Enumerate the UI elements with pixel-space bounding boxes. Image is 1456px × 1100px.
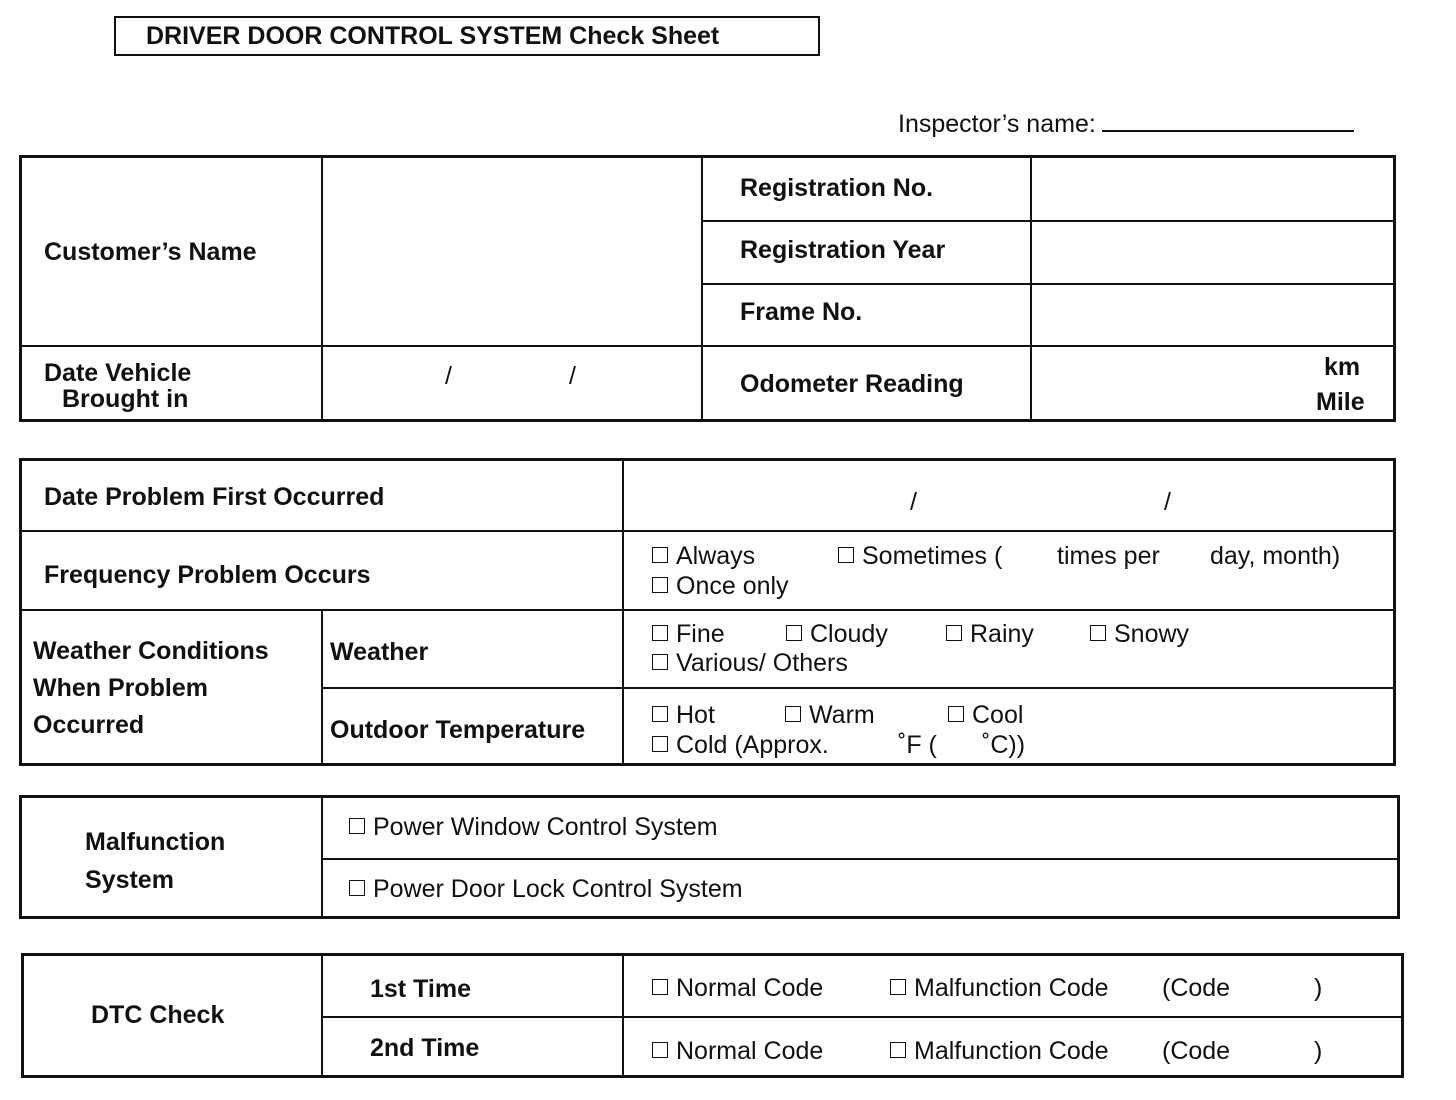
freq-sometimes-option[interactable]	[838, 541, 1002, 571]
power-door-lock-text: Power Door Lock Control System	[373, 875, 743, 903]
weather-various-text: Various/ Others	[676, 649, 848, 677]
weather-conditions-label-1: Weather Conditions	[33, 637, 269, 665]
date-first-slash-2: /	[1164, 488, 1171, 516]
dtc2-normal-code-option[interactable]	[652, 1036, 823, 1066]
temp-warm-checkbox[interactable]	[785, 706, 801, 722]
temp-hot-checkbox[interactable]	[652, 706, 668, 722]
freq-day-month-text: day, month)	[1210, 542, 1341, 570]
power-door-lock-checkbox[interactable]	[349, 880, 365, 896]
dtc-first-time-label: 1st Time	[370, 975, 471, 1003]
dtc-second-time-label: 2nd Time	[370, 1034, 480, 1062]
temp-cool-option[interactable]	[948, 700, 1023, 730]
dtc-check-label: DTC Check	[91, 1001, 225, 1029]
date-first-slash-1: /	[910, 488, 917, 516]
dtc1-code-open: (Code	[1162, 974, 1231, 1002]
weather-rainy-option[interactable]	[946, 619, 1034, 649]
malfunction-system-table	[19, 795, 1400, 919]
weather-rainy-checkbox[interactable]	[946, 625, 962, 641]
weather-rainy-text: Rainy	[970, 620, 1034, 648]
dtc2-code-open: (Code	[1162, 1037, 1231, 1065]
dtc1-code-input[interactable]	[1239, 973, 1309, 1003]
freq-once-only-text: Once only	[676, 572, 789, 600]
weather-conditions-label-2: When Problem	[33, 674, 209, 702]
inspector-name-line[interactable]	[1102, 108, 1354, 132]
freq-always-option[interactable]	[652, 541, 755, 571]
malfunction-label-2: System	[85, 866, 174, 894]
dtc1-malfunction-code-checkbox[interactable]	[890, 979, 906, 995]
dtc1-malfunction-code-option[interactable]	[890, 973, 1109, 1003]
weather-label: Weather	[330, 638, 429, 666]
frame-no-input[interactable]	[1032, 285, 1393, 345]
dtc-check-table	[21, 953, 1404, 1078]
temp-cool-checkbox[interactable]	[948, 706, 964, 722]
date-slash-2: /	[569, 362, 576, 390]
malfunction-label-1: Malfunction	[85, 828, 226, 856]
date-brought-in-input[interactable]	[323, 347, 701, 419]
dtc1-normal-code-checkbox[interactable]	[652, 979, 668, 995]
weather-snowy-option[interactable]	[1090, 619, 1189, 649]
frame-no-label: Frame No.	[740, 298, 863, 326]
power-window-option[interactable]	[349, 812, 718, 842]
registration-no-input[interactable]	[1032, 158, 1393, 220]
weather-cloudy-text: Cloudy	[810, 620, 888, 648]
weather-cloudy-option[interactable]	[786, 619, 888, 649]
registration-year-label: Registration Year	[740, 236, 946, 264]
unit-mile: Mile	[1316, 388, 1365, 416]
dtc2-code-close: )	[1314, 1037, 1323, 1065]
customer-name-input[interactable]	[323, 158, 701, 345]
registration-no-label: Registration No.	[740, 174, 934, 202]
freq-always-checkbox[interactable]	[652, 547, 668, 563]
weather-fine-text: Fine	[676, 620, 725, 648]
problem-info-table	[19, 458, 1396, 766]
date-slash-1: /	[445, 362, 452, 390]
temp-warm-text: Warm	[809, 701, 875, 729]
dtc2-malfunction-code-option[interactable]	[890, 1036, 1109, 1066]
weather-fine-checkbox[interactable]	[652, 625, 668, 641]
temp-warm-option[interactable]	[785, 700, 875, 730]
dtc1-code-close: )	[1314, 974, 1323, 1002]
frequency-label: Frequency Problem Occurs	[44, 561, 371, 589]
freq-times-per-text: times per	[1057, 542, 1160, 570]
temp-hot-option[interactable]	[652, 700, 715, 730]
dtc2-code-input[interactable]	[1239, 1036, 1309, 1066]
temp-celsius-text: ˚C))	[982, 731, 1026, 759]
temp-fahrenheit-text: ˚F (	[898, 731, 937, 759]
freq-sometimes-text: Sometimes (	[862, 542, 1003, 570]
temp-hot-text: Hot	[676, 701, 715, 729]
date-brought-in-label-1: Date Vehicle	[44, 359, 192, 387]
customer-name-label: Customer’s Name	[44, 238, 257, 266]
dtc2-normal-code-checkbox[interactable]	[652, 1042, 668, 1058]
temp-cold-text: Cold (Approx.	[676, 731, 829, 759]
inspector-name-field[interactable]	[898, 108, 1354, 140]
weather-various-checkbox[interactable]	[652, 654, 668, 670]
outdoor-temperature-label: Outdoor Temperature	[330, 716, 586, 744]
dtc1-normal-code-text: Normal Code	[676, 974, 824, 1002]
power-window-checkbox[interactable]	[349, 818, 365, 834]
temp-cool-text: Cool	[972, 701, 1024, 729]
power-window-text: Power Window Control System	[373, 813, 718, 841]
dtc2-normal-code-text: Normal Code	[676, 1037, 824, 1065]
temp-cold-checkbox[interactable]	[652, 736, 668, 752]
dtc1-normal-code-option[interactable]	[652, 973, 823, 1003]
date-first-occurred-input[interactable]	[624, 461, 1393, 530]
date-brought-in-label-2: Brought in	[62, 385, 189, 413]
weather-cloudy-checkbox[interactable]	[786, 625, 802, 641]
dtc2-malfunction-code-checkbox[interactable]	[890, 1042, 906, 1058]
weather-various-option[interactable]	[652, 648, 848, 678]
sheet-title: DRIVER DOOR CONTROL SYSTEM Check Sheet	[114, 16, 820, 56]
dtc1-malfunction-code-text: Malfunction Code	[914, 974, 1109, 1002]
odometer-reading-input[interactable]	[1032, 347, 1393, 419]
weather-snowy-text: Snowy	[1114, 620, 1190, 648]
inspector-label: Inspector’s name:	[898, 110, 1096, 138]
date-first-occurred-label: Date Problem First Occurred	[44, 483, 385, 511]
dtc2-malfunction-code-text: Malfunction Code	[914, 1037, 1109, 1065]
registration-year-input[interactable]	[1032, 222, 1393, 283]
temp-cold-option[interactable]	[652, 730, 829, 760]
weather-snowy-checkbox[interactable]	[1090, 625, 1106, 641]
freq-always-text: Always	[676, 542, 756, 570]
freq-once-only-option[interactable]	[652, 571, 789, 601]
weather-conditions-label-3: Occurred	[33, 711, 145, 739]
power-door-lock-option[interactable]	[349, 874, 743, 904]
unit-km: km	[1324, 353, 1361, 381]
vehicle-info-table	[19, 155, 1396, 422]
freq-once-only-checkbox[interactable]	[652, 577, 668, 593]
weather-fine-option[interactable]	[652, 619, 725, 649]
odometer-reading-label: Odometer Reading	[740, 370, 964, 398]
freq-sometimes-checkbox[interactable]	[838, 547, 854, 563]
